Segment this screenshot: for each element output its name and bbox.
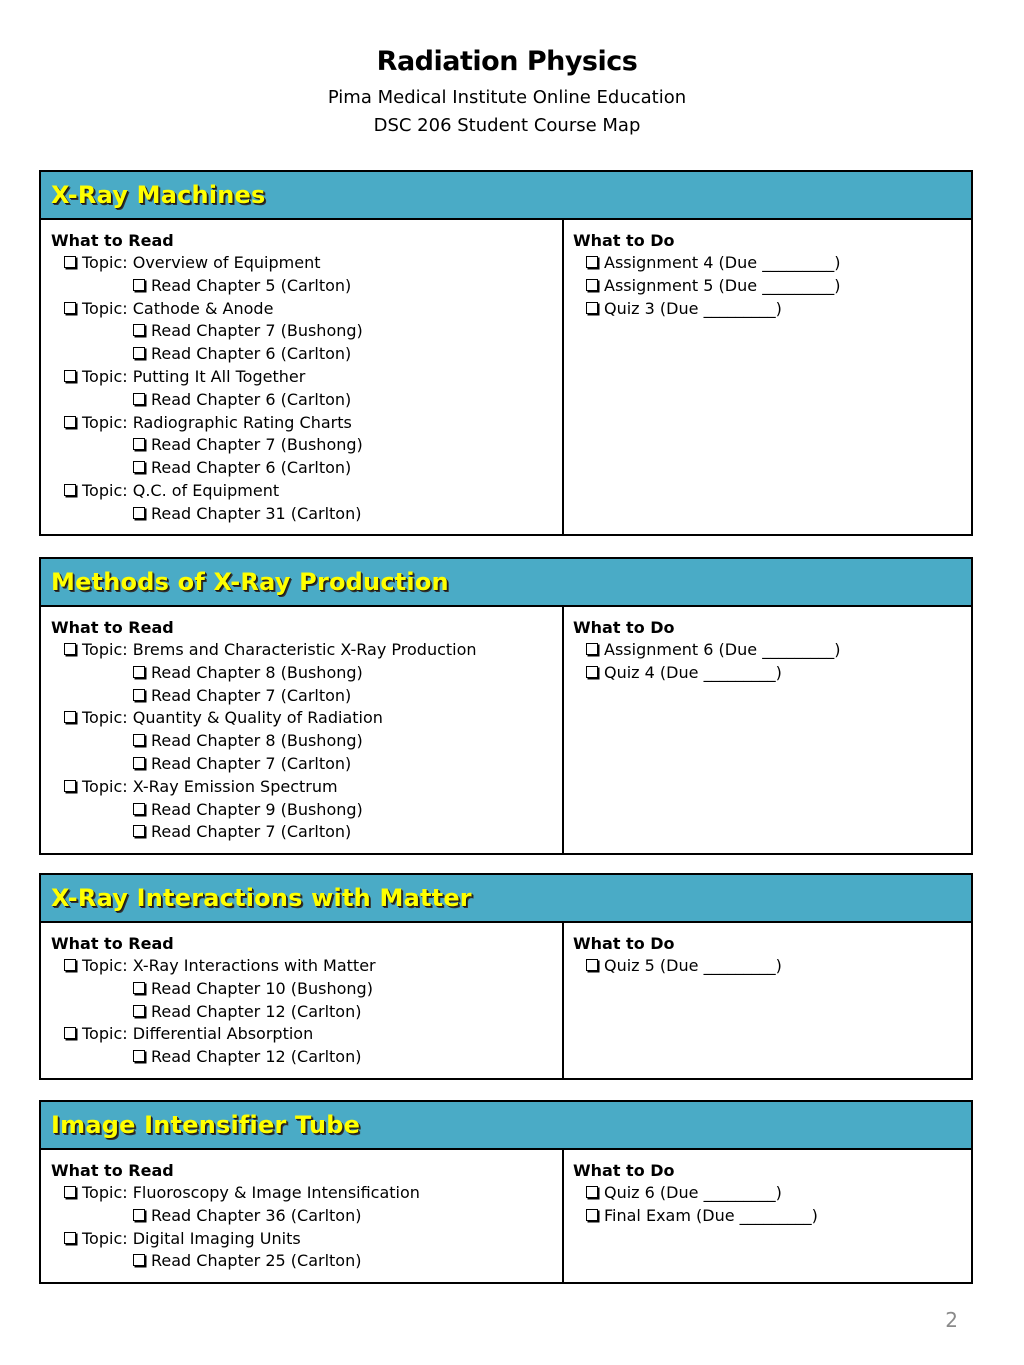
checkbox-icon[interactable]	[64, 711, 76, 723]
checkbox-icon[interactable]	[133, 347, 145, 359]
reading-item[interactable]: Read Chapter 12 (Carlton)	[51, 1046, 562, 1069]
section-xray-interactions-with-matter	[39, 873, 973, 1080]
checkbox-icon[interactable]	[133, 1254, 145, 1266]
reading-item[interactable]: Read Chapter 31 (Carlton)	[51, 503, 562, 526]
checkbox-icon[interactable]	[586, 666, 598, 678]
reading-item[interactable]: Read Chapter 12 (Carlton)	[51, 1001, 562, 1024]
what-to-read-label: What to Read	[51, 934, 174, 953]
checkbox-icon[interactable]	[133, 438, 145, 450]
checkbox-icon[interactable]	[64, 780, 76, 792]
checkbox-icon[interactable]	[133, 1209, 145, 1221]
section-methods-of-xray-production	[39, 557, 973, 855]
checkbox-icon[interactable]	[133, 757, 145, 769]
checkbox-icon[interactable]	[133, 324, 145, 336]
section-body	[41, 220, 971, 534]
topic-item[interactable]: Topic: Differential Absorption	[51, 1023, 562, 1046]
what-to-do-label: What to Do	[573, 231, 675, 250]
checkbox-icon[interactable]	[133, 461, 145, 473]
what-to-do-label: What to Do	[573, 934, 675, 953]
checkbox-icon[interactable]	[133, 1050, 145, 1062]
course-map-line: DSC 206 Student Course Map	[373, 115, 641, 136]
topic-item[interactable]: Topic: Putting It All Together	[51, 366, 562, 389]
topic-item[interactable]: Topic: X-Ray Interactions with Matter	[51, 955, 562, 978]
reading-item[interactable]: Read Chapter 25 (Carlton)	[51, 1250, 562, 1273]
topic-item[interactable]: Topic: Fluoroscopy & Image Intensification	[51, 1182, 562, 1205]
what-to-read-label: What to Read	[51, 618, 174, 637]
section-body	[41, 1150, 971, 1282]
section-title: Image Intensifier Tube	[51, 1111, 361, 1139]
reading-item[interactable]: Read Chapter 8 (Bushong)	[51, 730, 562, 753]
reading-item[interactable]: Read Chapter 7 (Carlton)	[51, 821, 562, 844]
section-title: X-Ray Interactions with Matter	[51, 884, 472, 912]
reading-item[interactable]: Read Chapter 36 (Carlton)	[51, 1205, 562, 1228]
what-to-do-label: What to Do	[573, 618, 675, 637]
task-item[interactable]: Final Exam (Due _________)	[573, 1205, 971, 1228]
institution-line: Pima Medical Institute Online Education	[327, 87, 687, 108]
checkbox-icon[interactable]	[64, 302, 76, 314]
what-to-read-column	[41, 1150, 564, 1282]
topic-item[interactable]: Topic: Radiographic Rating Charts	[51, 412, 562, 435]
checkbox-icon[interactable]	[64, 1186, 76, 1198]
checkbox-icon[interactable]	[64, 1027, 76, 1039]
task-item[interactable]: Quiz 6 (Due _________)	[573, 1182, 971, 1205]
checkbox-icon[interactable]	[133, 666, 145, 678]
checkbox-icon[interactable]	[586, 1209, 598, 1221]
checkbox-icon[interactable]	[586, 302, 598, 314]
checkbox-icon[interactable]	[133, 803, 145, 815]
what-to-read-column	[41, 923, 564, 1078]
reading-item[interactable]: Read Chapter 6 (Carlton)	[51, 457, 562, 480]
checkbox-icon[interactable]	[64, 959, 76, 971]
page-number: 2	[945, 1308, 958, 1332]
checkbox-icon[interactable]	[586, 959, 598, 971]
reading-item[interactable]: Read Chapter 9 (Bushong)	[51, 799, 562, 822]
page-header	[0, 40, 1014, 140]
topic-item[interactable]: Topic: Q.C. of Equipment	[51, 480, 562, 503]
reading-item[interactable]: Read Chapter 5 (Carlton)	[51, 275, 562, 298]
section-xray-machines	[39, 170, 973, 536]
checkbox-icon[interactable]	[133, 734, 145, 746]
topic-item[interactable]: Topic: X-Ray Emission Spectrum	[51, 776, 562, 799]
checkbox-icon[interactable]	[64, 370, 76, 382]
section-header	[41, 559, 971, 607]
what-to-do-column	[564, 607, 971, 853]
checkbox-icon[interactable]	[133, 982, 145, 994]
checkbox-icon[interactable]	[64, 484, 76, 496]
what-to-read-column	[41, 220, 564, 534]
what-to-do-label: What to Do	[573, 1161, 675, 1180]
reading-item[interactable]: Read Chapter 7 (Carlton)	[51, 753, 562, 776]
topic-item[interactable]: Topic: Quantity & Quality of Radiation	[51, 707, 562, 730]
what-to-read-label: What to Read	[51, 1161, 174, 1180]
checkbox-icon[interactable]	[64, 416, 76, 428]
checkbox-icon[interactable]	[586, 643, 598, 655]
checkbox-icon[interactable]	[64, 1232, 76, 1244]
topic-item[interactable]: Topic: Cathode & Anode	[51, 298, 562, 321]
checkbox-icon[interactable]	[586, 1186, 598, 1198]
checkbox-icon[interactable]	[64, 256, 76, 268]
checkbox-icon[interactable]	[64, 643, 76, 655]
what-to-do-column	[564, 923, 971, 1078]
section-header	[41, 875, 971, 923]
checkbox-icon[interactable]	[133, 1005, 145, 1017]
task-item[interactable]: Assignment 5 (Due _________)	[573, 275, 971, 298]
checkbox-icon[interactable]	[133, 507, 145, 519]
section-image-intensifier-tube	[39, 1100, 973, 1284]
topic-item[interactable]: Topic: Digital Imaging Units	[51, 1228, 562, 1251]
checkbox-icon[interactable]	[133, 393, 145, 405]
reading-item[interactable]: Read Chapter 6 (Carlton)	[51, 343, 562, 366]
checkbox-icon[interactable]	[586, 279, 598, 291]
section-header	[41, 1102, 971, 1150]
checkbox-icon[interactable]	[133, 825, 145, 837]
task-item[interactable]: Assignment 6 (Due _________)	[573, 639, 971, 662]
what-to-do-column	[564, 220, 971, 534]
task-item[interactable]: Quiz 4 (Due _________)	[573, 662, 971, 685]
reading-item[interactable]: Read Chapter 8 (Bushong)	[51, 662, 562, 685]
checkbox-icon[interactable]	[586, 256, 598, 268]
reading-item[interactable]: Read Chapter 6 (Carlton)	[51, 389, 562, 412]
task-item[interactable]: Quiz 5 (Due _________)	[573, 955, 971, 978]
section-body	[41, 607, 971, 853]
reading-item[interactable]: Read Chapter 7 (Bushong)	[51, 320, 562, 343]
reading-item[interactable]: Read Chapter 7 (Carlton)	[51, 685, 562, 708]
section-header	[41, 172, 971, 220]
reading-item[interactable]: Read Chapter 10 (Bushong)	[51, 978, 562, 1001]
topic-item[interactable]: Topic: Overview of Equipment	[51, 252, 562, 275]
what-to-do-column	[564, 1150, 971, 1282]
reading-item[interactable]: Read Chapter 7 (Bushong)	[51, 434, 562, 457]
checkbox-icon[interactable]	[133, 689, 145, 701]
section-title: Methods of X-Ray Production	[51, 568, 449, 596]
topic-item[interactable]: Topic: Brems and Characteristic X-Ray Production	[51, 639, 562, 662]
task-item[interactable]: Assignment 4 (Due _________)	[573, 252, 971, 275]
task-item[interactable]: Quiz 3 (Due _________)	[573, 298, 971, 321]
checkbox-icon[interactable]	[133, 279, 145, 291]
section-title: X-Ray Machines	[51, 181, 266, 209]
what-to-read-column	[41, 607, 564, 853]
section-body	[41, 923, 971, 1078]
what-to-read-label: What to Read	[51, 231, 174, 250]
document-title: Radiation Physics	[376, 46, 638, 77]
